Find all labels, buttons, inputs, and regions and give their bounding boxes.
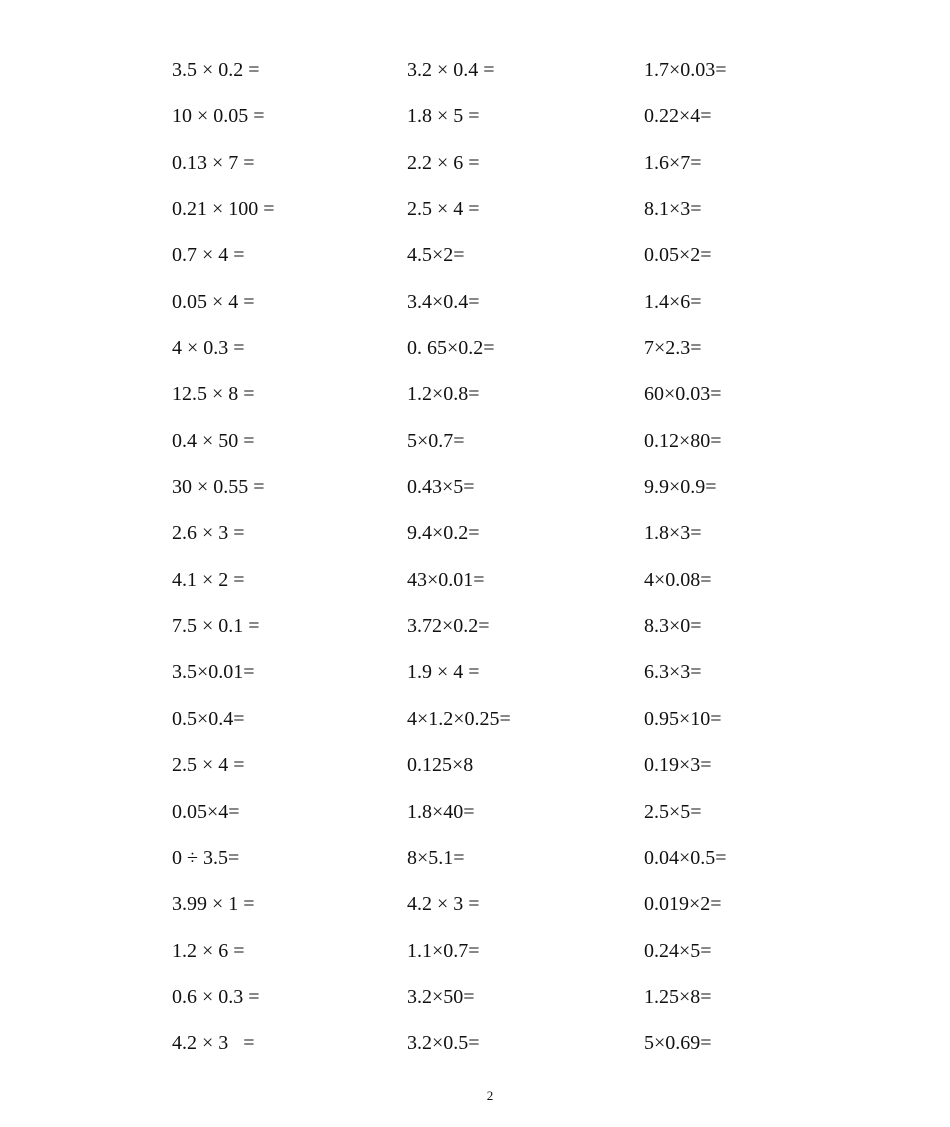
problem: 3.5×0.01= — [172, 661, 255, 684]
problem: 8×5.1= — [407, 846, 465, 869]
problem-row — [0, 560, 950, 606]
problem: 1.2 × 6 = — [172, 939, 245, 962]
problem: 3.2×0.5= — [407, 1032, 480, 1055]
problem: 1.8 × 5 = — [407, 105, 480, 128]
problem: 4.2 × 3 = — [407, 893, 480, 916]
problem: 4.2 × 3 = — [172, 1032, 255, 1055]
problem: 10 × 0.05 = — [172, 105, 265, 128]
problem: 0.05 × 4 = — [172, 290, 255, 313]
problem-row — [0, 513, 950, 559]
problem-row — [0, 884, 950, 930]
problem: 2.2 × 6 = — [407, 151, 480, 174]
problem: 8.3×0= — [644, 615, 702, 638]
problem: 1.1×0.7= — [407, 939, 480, 962]
problem: 0.7 × 4 = — [172, 244, 245, 267]
problem-row — [0, 235, 950, 281]
problem-row — [0, 931, 950, 977]
problem: 4 × 0.3 = — [172, 337, 245, 360]
problem: 60×0.03= — [644, 383, 722, 406]
problem: 2.5×5= — [644, 800, 702, 823]
problem: 3.5 × 0.2 = — [172, 59, 260, 81]
problem: 0.19×3= — [644, 754, 712, 777]
problem: 0.95×10= — [644, 707, 722, 730]
problem-row — [0, 282, 950, 328]
problem-row — [0, 652, 950, 698]
page-number: 2 — [486, 1088, 494, 1103]
problem: 9.4×0.2= — [407, 522, 480, 545]
problem: 0.13 × 7 = — [172, 151, 255, 174]
problem: 0.22×4= — [644, 105, 712, 128]
problem-row — [0, 328, 950, 374]
problem: 0.21 × 100 = — [172, 198, 275, 221]
problem: 4.1 × 2 = — [172, 568, 245, 591]
problem: 1.8×3= — [644, 522, 702, 545]
problem: 43×0.01= — [407, 568, 485, 591]
problem: 3.4×0.4= — [407, 290, 480, 313]
problem: 12.5 × 8 = — [172, 383, 255, 406]
problem-row — [0, 467, 950, 513]
problem: 4×1.2×0.25= — [407, 707, 511, 730]
problem: 7.5 × 0.1 = — [172, 615, 260, 638]
problem-grid — [0, 50, 950, 1070]
problem: 0.43×5= — [407, 476, 475, 499]
problem: 0.125×8 — [407, 754, 474, 777]
problem: 1.6×7= — [644, 151, 702, 174]
problem: 5×0.7= — [407, 429, 465, 452]
problem-row — [0, 143, 950, 189]
problem-row — [0, 1023, 950, 1069]
problem: 0.5×0.4= — [172, 707, 245, 730]
problem: 0. 65×0.2= — [407, 337, 495, 360]
problem: 4×0.08= — [644, 568, 712, 591]
problem-row — [0, 699, 950, 745]
problem: 0.12×80= — [644, 429, 722, 452]
problem: 0.05×4= — [172, 800, 240, 823]
problem: 4.5×2= — [407, 244, 465, 267]
problem: 30 × 0.55 = — [172, 476, 265, 499]
problem: 0.019×2= — [644, 893, 722, 916]
problem-row — [0, 96, 950, 142]
problem: 3.2×50= — [407, 985, 475, 1008]
problem-row — [0, 189, 950, 235]
problem-row — [0, 421, 950, 467]
problem: 6.3×3= — [644, 661, 702, 684]
problem: 1.9 × 4 = — [407, 661, 480, 684]
problem: 1.7×0.03= — [644, 59, 727, 81]
problem: 3.72×0.2= — [407, 615, 490, 638]
problem-row — [0, 606, 950, 652]
problem-row — [0, 745, 950, 791]
problem: 2.5 × 4 = — [172, 754, 245, 777]
problem: 5×0.69= — [644, 1032, 712, 1055]
problem: 0 ÷ 3.5= — [172, 846, 240, 869]
problem: 9.9×0.9= — [644, 476, 717, 499]
problem-row — [0, 977, 950, 1023]
problem: 1.2×0.8= — [407, 383, 480, 406]
problem: 0.24×5= — [644, 939, 712, 962]
problem-row — [0, 792, 950, 838]
problem: 0.6 × 0.3 = — [172, 985, 260, 1008]
problem: 3.2 × 0.4 = — [407, 59, 495, 81]
problem: 0.04×0.5= — [644, 846, 727, 869]
problem: 1.25×8= — [644, 985, 712, 1008]
problem: 2.5 × 4 = — [407, 198, 480, 221]
problem-row — [0, 838, 950, 884]
problem: 1.8×40= — [407, 800, 475, 823]
problem: 8.1×3= — [644, 198, 702, 221]
problem: 0.4 × 50 = — [172, 429, 255, 452]
problem: 2.6 × 3 = — [172, 522, 245, 545]
problem: 1.4×6= — [644, 290, 702, 313]
problem: 7×2.3= — [644, 337, 702, 360]
problem-row — [0, 50, 950, 96]
problem-row — [0, 374, 950, 420]
problem: 0.05×2= — [644, 244, 712, 267]
problem: 3.99 × 1 = — [172, 893, 255, 916]
